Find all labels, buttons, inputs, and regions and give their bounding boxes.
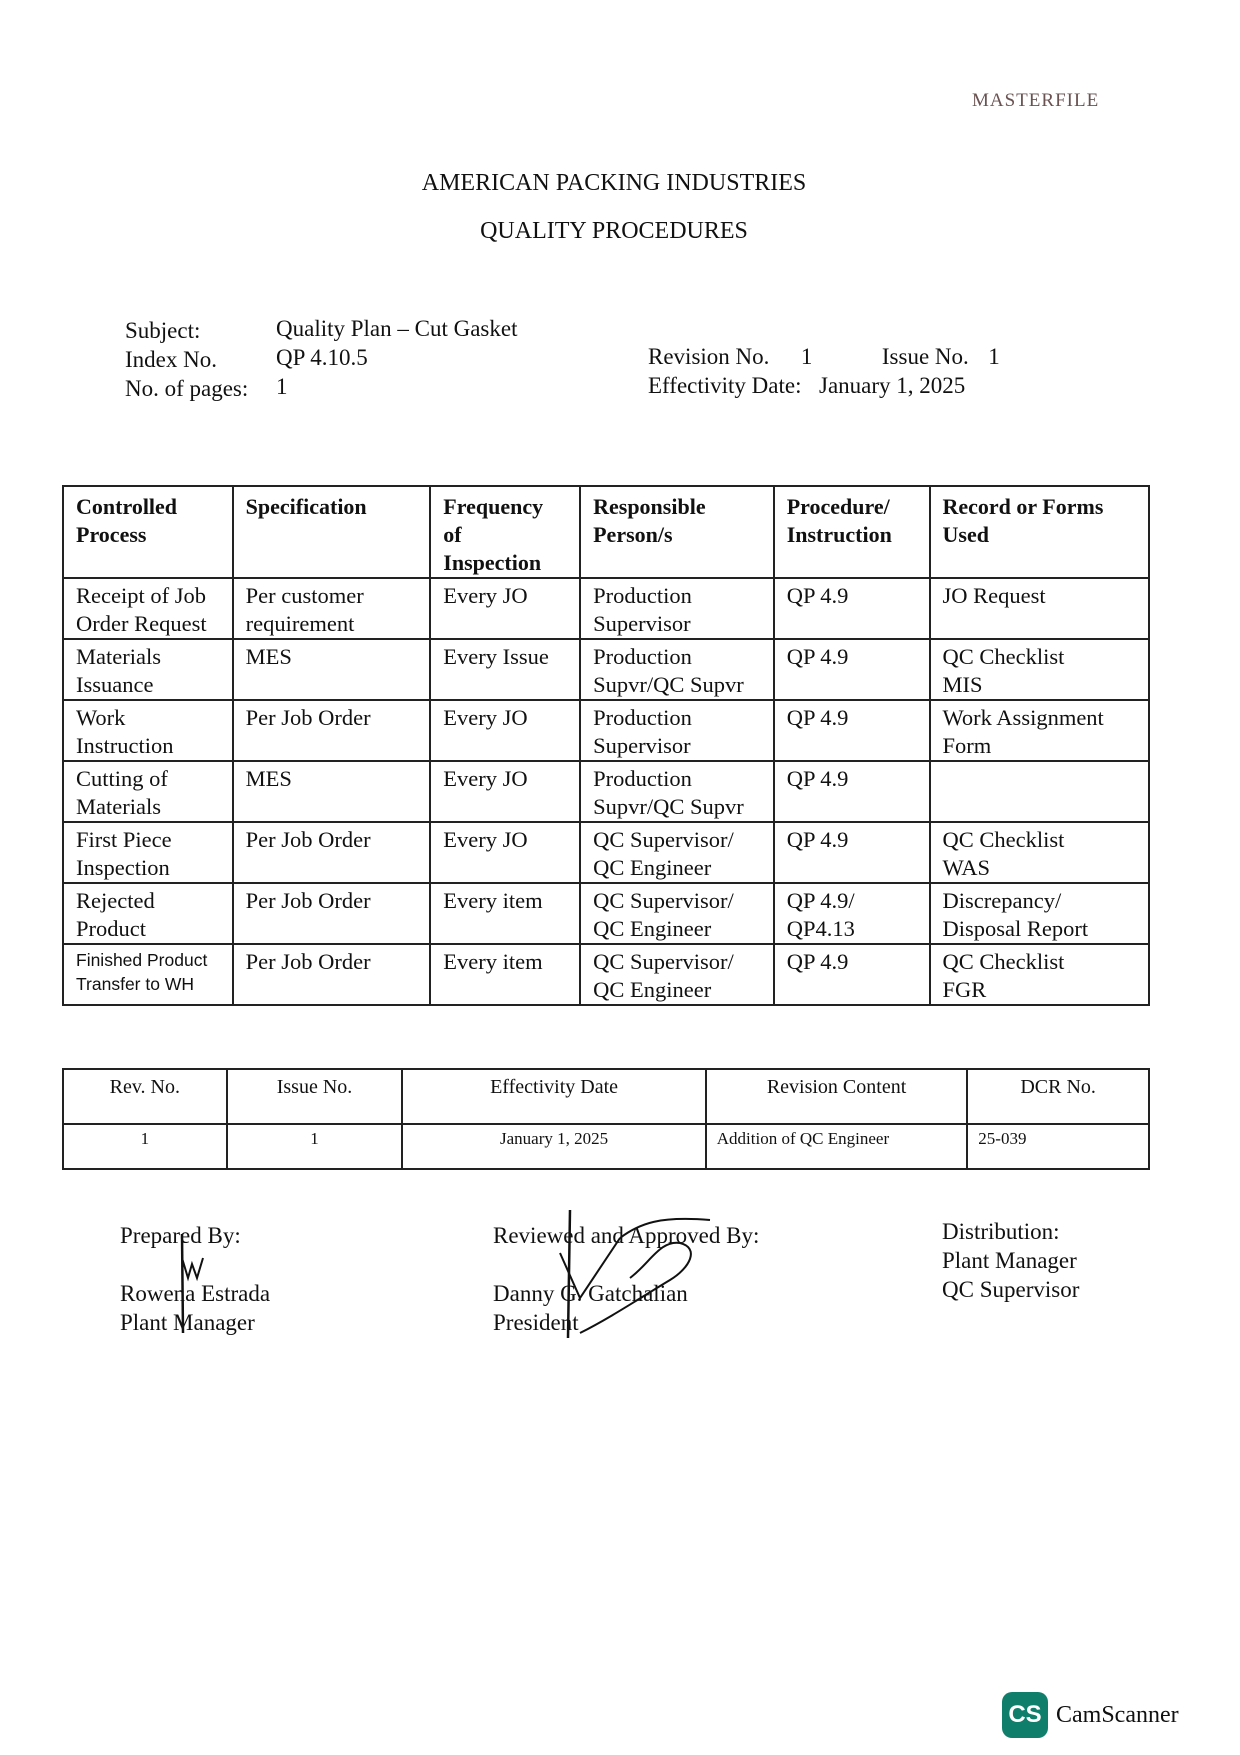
cell-line: QC Supervisor/ [593,949,734,974]
cell-line: JO Request [942,583,1046,608]
controlled-process-cell [63,883,233,944]
issue-label: Issue No. [881,344,969,369]
record-forms-header [930,486,1150,578]
cell-line: QC Checklist [942,827,1065,852]
cell-line: Every item [443,949,543,974]
cell-line: Every JO [443,827,528,852]
cell-line: MES [245,644,292,669]
cell-line: Materials [76,644,161,669]
revision-row [648,342,1000,371]
effectivity-date-header: Effectivity Date [402,1069,705,1124]
reviewed-name: Danny G. Gatchalian [493,1281,688,1306]
camscanner-logo: CS [1002,1692,1048,1738]
subject-label: Subject: [125,318,201,343]
cell-line: Every JO [443,583,528,608]
procedure-cell [774,883,930,944]
cell-line: requirement [245,611,355,636]
dcr-no-header: DCR No. [967,1069,1149,1124]
frequency-cell [430,822,580,883]
responsible-person-cell [580,944,774,1005]
header-line: Frequency [443,494,544,519]
plan-header-row [63,486,1149,578]
cell-line: QC Checklist [942,644,1065,669]
cell-line: Disposal Report [942,916,1089,941]
frequency-cell [430,761,580,822]
record-forms-cell [930,883,1150,944]
distribution-item: Plant Manager [942,1248,1077,1273]
cell-line: Supervisor [593,733,691,758]
revision-value: 1 [800,344,813,369]
cell-line: Issuance [76,672,154,697]
cell-line: QP 4.9 [786,949,849,974]
procedure-cell [774,822,930,883]
header-line: Person/s [593,522,673,547]
record-forms-cell [930,578,1150,639]
responsible-person-cell [580,822,774,883]
cell-line: Every item [443,888,543,913]
responsible-person-header [580,486,774,578]
specification-cell [233,639,431,700]
specification-cell [233,822,431,883]
cell-line: WAS [942,855,991,880]
revision-row [63,1124,1149,1169]
specification-cell [233,761,431,822]
controlled-process-cell [63,639,233,700]
header-line: Record or Forms [942,494,1104,519]
header-line: of [443,522,462,547]
revision-content-cell: Addition of QC Engineer [706,1124,968,1169]
cell-line: Cutting of [76,766,168,791]
cell-line: QP 4.9 [786,827,849,852]
section-title: QUALITY PROCEDURES [480,218,748,244]
controlled-process-cell [63,944,233,1005]
controlled-process-cell [63,761,233,822]
index-label: Index No. [125,347,217,372]
distribution-label: Distribution: [942,1219,1060,1244]
camscanner-name: CamScanner [1056,1701,1179,1728]
specification-cell [233,578,431,639]
effectivity-value: January 1, 2025 [819,373,966,398]
specification-cell [233,944,431,1005]
specification-header [233,486,431,578]
cell-line: Production [593,644,692,669]
cell-line: Instruction [76,733,174,758]
revision-content-header: Revision Content [706,1069,968,1124]
cell-line: Form [942,733,992,758]
cell-line: QP 4.9 [786,644,849,669]
revision-label: Revision No. [648,344,770,369]
specification-cell [233,700,431,761]
distribution-item: QC Supervisor [942,1277,1080,1302]
procedure-cell [774,639,930,700]
cell-line: Per Job Order [245,705,371,730]
frequency-cell [430,578,580,639]
subject-value: Quality Plan – Cut Gasket [276,316,518,341]
responsible-person-cell [580,639,774,700]
header-line: Inspection [443,550,542,575]
frequency-cell [430,883,580,944]
cell-line: Every Issue [443,644,549,669]
cell-line: QP4.13 [786,916,855,941]
cell-line: Work [76,705,126,730]
dcr-no-cell: 25-039 [967,1124,1149,1169]
reviewed-label: Reviewed and Approved By: [493,1223,760,1248]
revision-info [648,342,1000,400]
distribution-block [942,1217,1079,1304]
header-line: Controlled [76,494,178,519]
frequency-header [430,486,580,578]
cell-line: Every JO [443,766,528,791]
revision-header-row [63,1069,1149,1124]
cell-line: Supvr/QC Supvr [593,794,744,819]
cell-line: Transfer to WH [76,974,194,994]
responsible-person-cell [580,883,774,944]
plan-row [63,883,1149,944]
cell-line: Per Job Order [245,827,371,852]
effectivity-row [648,371,1000,400]
plan-row [63,822,1149,883]
cell-line: QC Engineer [593,916,712,941]
procedure-cell [774,578,930,639]
cell-line: QP 4.9 [786,705,849,730]
cell-line: Per Job Order [245,949,371,974]
record-forms-cell [930,700,1150,761]
cell-line: Production [593,705,692,730]
procedure-cell [774,944,930,1005]
camscanner-watermark [1002,1692,1179,1738]
rev-no-cell: 1 [63,1124,227,1169]
cell-line: Finished Product [76,950,208,970]
cell-line: QP 4.9 [786,583,849,608]
cell-line: QC Engineer [593,855,712,880]
plan-row [63,944,1149,1005]
cell-line: QC Checklist [942,949,1065,974]
cell-line: MIS [942,672,983,697]
header-line: Instruction [786,522,892,547]
controlled-process-cell [63,822,233,883]
cell-line: QC Supervisor/ [593,888,734,913]
prepared-name: Rowena Estrada [120,1281,271,1306]
frequency-cell [430,944,580,1005]
header-line: Responsible [593,494,706,519]
cell-line: Work Assignment [942,705,1104,730]
cell-line: Per Job Order [245,888,371,913]
pages-value: 1 [276,374,288,399]
plan-row [63,639,1149,700]
cell-line: Order Request [76,611,207,636]
pages-label: No. of pages: [125,376,249,401]
cell-line: Per customer [245,583,364,608]
cell-line: Materials [76,794,161,819]
record-forms-cell [930,944,1150,1005]
cell-line: Inspection [76,855,170,880]
issue-no-header: Issue No. [227,1069,403,1124]
plan-row [63,700,1149,761]
cell-line: QC Engineer [593,977,712,1002]
cell-line: Discrepancy/ [942,888,1062,913]
plan-row [63,578,1149,639]
responsible-person-cell [580,578,774,639]
header-line: Specification [245,494,367,519]
rev-no-header: Rev. No. [63,1069,227,1124]
effectivity-label: Effectivity Date: [648,373,802,398]
procedure-cell [774,700,930,761]
controlled-process-cell [63,700,233,761]
quality-plan-table [62,485,1150,1006]
prepared-title: Plant Manager [120,1310,255,1335]
index-value: QP 4.10.5 [276,345,368,370]
cell-line: Rejected [76,888,155,913]
responsible-person-cell [580,700,774,761]
revision-history-table [62,1068,1150,1170]
header-line: Used [942,522,989,547]
plan-row [63,761,1149,822]
meta-labels [125,316,248,403]
cell-line: QC Supervisor/ [593,827,734,852]
reviewed-title: President [493,1310,579,1335]
cell-line: Product [76,916,146,941]
cell-line: QP 4.9 [786,766,849,791]
cell-line: Supvr/QC Supvr [593,672,744,697]
prepared-label: Prepared By: [120,1223,241,1248]
meta-values [276,314,517,401]
issue-value: 1 [988,344,1000,369]
record-forms-cell [930,761,1150,822]
procedure-cell [774,761,930,822]
cell-line: FGR [942,977,987,1002]
cell-line: Every JO [443,705,528,730]
effectivity-date-cell: January 1, 2025 [402,1124,705,1169]
frequency-cell [430,700,580,761]
header-line: Process [76,522,147,547]
issue-no-cell: 1 [227,1124,403,1169]
cell-line: MES [245,766,292,791]
company-name: AMERICAN PACKING INDUSTRIES [421,170,807,196]
controlled-process-header [63,486,233,578]
header-line: Procedure/ [786,494,890,519]
cell-line: Supervisor [593,611,691,636]
reviewed-signature [520,1208,720,1348]
cell-line: Production [593,583,692,608]
prepared-signature [172,1228,212,1338]
masterfile-stamp: MASTERFILE [972,90,1100,111]
cell-line: First Piece [76,827,172,852]
cell-line: Production [593,766,692,791]
cell-line: QP 4.9/ [786,888,855,913]
cell-line: Receipt of Job [76,583,206,608]
controlled-process-cell [63,578,233,639]
responsible-person-cell [580,761,774,822]
record-forms-cell [930,639,1150,700]
procedure-header [774,486,930,578]
record-forms-cell [930,822,1150,883]
specification-cell [233,883,431,944]
frequency-cell [430,639,580,700]
